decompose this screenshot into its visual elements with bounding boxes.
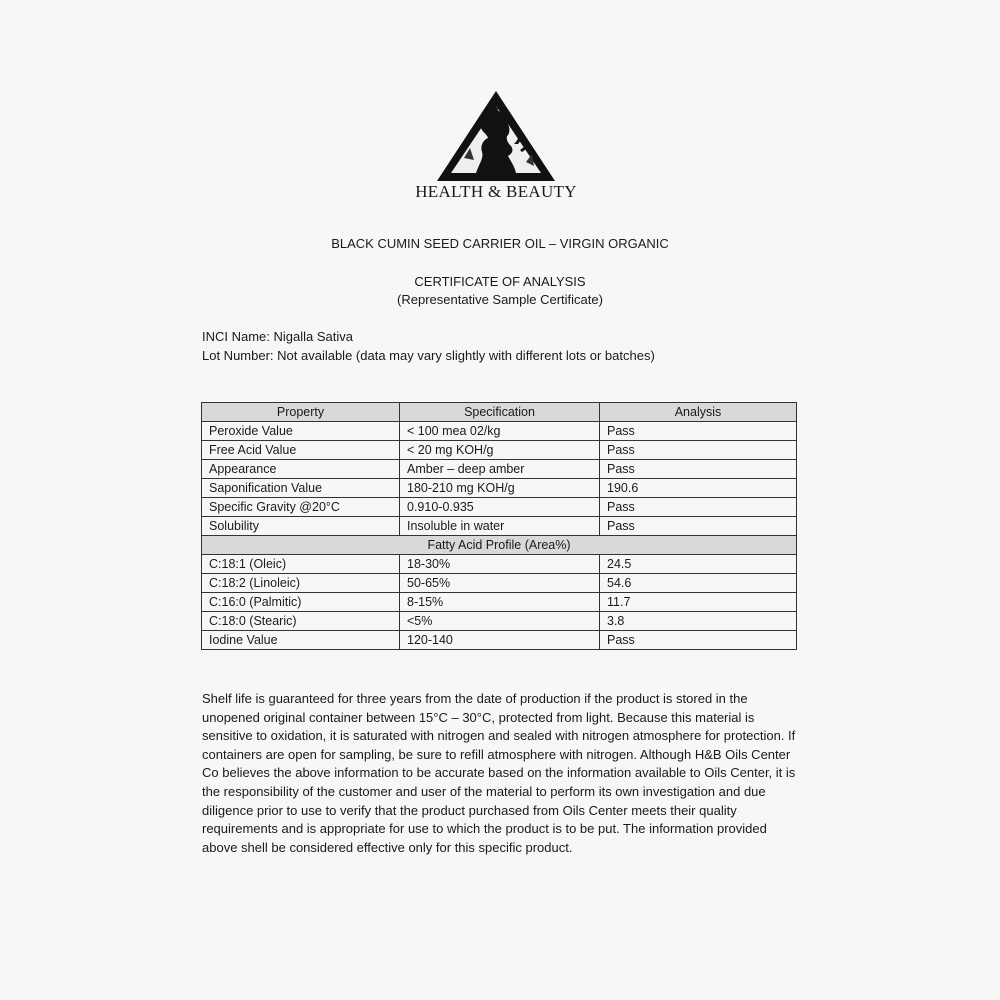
cell-analysis: 24.5 [600, 555, 797, 574]
brand-name: HEALTH & BEAUTY [415, 182, 577, 201]
cell-property: C:18:2 (Linoleic) [202, 574, 400, 593]
fatty-acid-section-label: Fatty Acid Profile (Area%) [202, 536, 797, 555]
cell-property: Iodine Value [202, 631, 400, 650]
table-row [202, 517, 797, 536]
cell-specification: 18-30% [400, 555, 600, 574]
cell-specification: 120-140 [400, 631, 600, 650]
cell-specification: 0.910-0.935 [400, 498, 600, 517]
header-analysis: Analysis [600, 403, 797, 422]
table-row [202, 612, 797, 631]
cell-property: Specific Gravity @20°C [202, 498, 400, 517]
triangle-woman-logo-icon [434, 88, 558, 184]
product-title: BLACK CUMIN SEED CARRIER OIL – VIRGIN ORGANIC [331, 236, 669, 251]
cell-property: Appearance [202, 460, 400, 479]
cell-specification: Amber – deep amber [400, 460, 600, 479]
cell-property: Saponification Value [202, 479, 400, 498]
cell-analysis: 3.8 [600, 612, 797, 631]
brand-logo [396, 88, 596, 208]
cell-analysis: Pass [600, 498, 797, 517]
cell-analysis: 190.6 [600, 479, 797, 498]
header-specification: Specification [400, 403, 600, 422]
table-row [202, 631, 797, 650]
cell-property: Solubility [202, 517, 400, 536]
cell-analysis: 11.7 [600, 593, 797, 612]
table-row [202, 422, 797, 441]
cell-property: Free Acid Value [202, 441, 400, 460]
cell-specification: 50-65% [400, 574, 600, 593]
header-property: Property [202, 403, 400, 422]
cell-analysis: Pass [600, 517, 797, 536]
cell-analysis: 54.6 [600, 574, 797, 593]
analysis-table [201, 402, 797, 650]
table-header-row [202, 403, 797, 422]
certificate-subtitle: (Representative Sample Certificate) [397, 292, 603, 307]
shelf-life-disclaimer: Shelf life is guaranteed for three years from the date of production if the product is stored in the unopened original container between 15°C – 30°C, protected from light. Because this material is sensitive to oxidation, it is saturated with nitrogen and sealed with nitrogen atmosphere for protection. If containers are open for sampling, be sure to refill atmosphere with nitrogen. Although H&B Oils Center Co believes the above information to be accurate based on the information available to Oils Center, it is the responsibility of the customer and user of the material to perform its own investigation and due diligence prior to use to verify that the product purchased from Oils Center meets their quality requirements and is appropriate for use to which the product is to be put. The information provided above shell be considered effective only for this specific product. [202, 691, 796, 855]
certificate-title: CERTIFICATE OF ANALYSIS [414, 274, 586, 289]
cell-specification: <5% [400, 612, 600, 631]
table-row [202, 574, 797, 593]
cell-analysis: Pass [600, 422, 797, 441]
cell-specification: Insoluble in water [400, 517, 600, 536]
cell-analysis: Pass [600, 631, 797, 650]
cell-specification: < 100 mea 02/kg [400, 422, 600, 441]
table-row [202, 460, 797, 479]
lot-number: Lot Number: Not available (data may vary slightly with different lots or batches) [202, 348, 655, 363]
cell-analysis: Pass [600, 441, 797, 460]
table-row [202, 479, 797, 498]
cell-analysis: Pass [600, 460, 797, 479]
table-row [202, 441, 797, 460]
cell-specification: < 20 mg KOH/g [400, 441, 600, 460]
table-section-row [202, 536, 797, 555]
cell-property: Peroxide Value [202, 422, 400, 441]
table-row [202, 555, 797, 574]
cell-property: C:18:0 (Stearic) [202, 612, 400, 631]
cell-specification: 180-210 mg KOH/g [400, 479, 600, 498]
table-row [202, 593, 797, 612]
table-row [202, 498, 797, 517]
cell-property: C:18:1 (Oleic) [202, 555, 400, 574]
cell-property: C:16:0 (Palmitic) [202, 593, 400, 612]
cell-specification: 8-15% [400, 593, 600, 612]
inci-name: INCI Name: Nigalla Sativa [202, 329, 353, 344]
